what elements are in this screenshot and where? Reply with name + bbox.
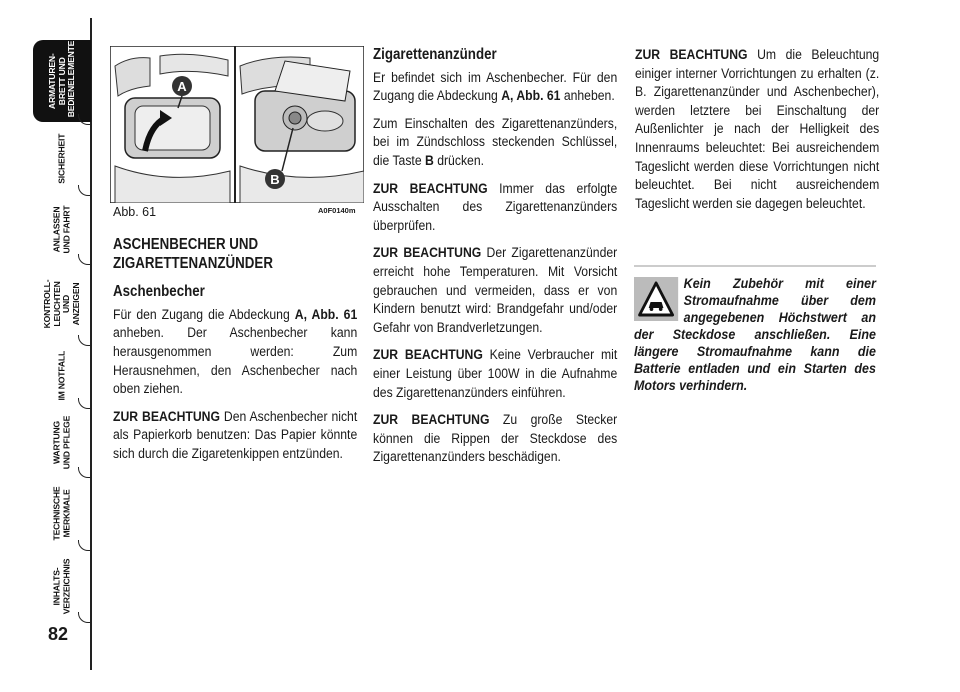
tab-divider [78, 612, 92, 623]
tab-anlassen[interactable] [33, 196, 91, 262]
note-paragraph: ZUR BEACHTUNG Keine Verbraucher mit einer Leistung über 100W in die Aufnahme des Zigarettenanzünders einführen. [373, 347, 618, 401]
tab-technische-merkmale[interactable] [33, 478, 91, 548]
svg-text:A: A [177, 79, 187, 94]
tab-label: INHALTS- VERZEICHNIS [51, 558, 71, 614]
tab-label: IM NOTFALL [56, 351, 67, 401]
tab-label: ANLASSEN UND FAHRT [51, 205, 71, 253]
column-1 [113, 236, 357, 473]
subheading: Aschenbecher [113, 283, 205, 301]
page-number: 82 [48, 624, 69, 644]
tab-label: KONTROLL- LEUCHTEN UND ANZEIGEN [42, 279, 81, 329]
tab-label: SICHERHEIT [56, 133, 67, 185]
tab-divider [78, 254, 92, 265]
tab-divider [78, 467, 92, 478]
paragraph: Für den Zugang die Abdeckung A, Abb. 61 anheben. Der Aschenbecher kann herausgenommen werden: Zum Herausnehmen, den Aschenbecher nach oben ziehen. [113, 306, 358, 398]
figure-label: Abb. 61 [113, 205, 157, 219]
ashtray-illustration [110, 46, 364, 203]
tab-divider [78, 398, 92, 409]
tab-divider [78, 335, 92, 346]
tab-wartung[interactable] [33, 409, 91, 475]
column-2 [373, 46, 617, 476]
note-paragraph: ZUR BEACHTUNG Der Zigarettenanzünder erreicht hohe Temperaturen. Mit Vorsicht gebrauchen und vermeiden, dass er von Kindern benutzt wird: Brandgefahr und/oder Gefahr von Brandverletzungen. [373, 245, 618, 336]
subheading: Zigarettenanzünder [373, 46, 497, 63]
column-3 [635, 46, 879, 222]
tab-divider [78, 185, 92, 196]
paragraph: Er befindet sich im Aschenbecher. Für den Zugang die Abdeckung A, Abb. 61 anheben. [373, 69, 618, 105]
figure-code: A0F0140m [318, 206, 356, 215]
tab-sicherheit[interactable] [33, 125, 91, 193]
tab-im-notfall[interactable] [33, 346, 91, 406]
tab-divider [78, 540, 92, 551]
car-battery-warning-icon [634, 277, 678, 321]
section-heading: ASCHENBECHER UND ZIGARETTENANZÜNDER [113, 236, 273, 272]
tab-armaturenbrett[interactable] [33, 40, 91, 122]
svg-text:B: B [270, 172, 280, 187]
tab-label: ARMATUREN- BRETT UND BEDIENELEMENTE [46, 40, 76, 117]
tab-kontrollleuchten[interactable] [33, 265, 91, 343]
tab-label: WARTUNG UND PFLEGE [51, 415, 71, 469]
note-paragraph: ZUR BEACHTUNG Immer das erfolgte Ausschalten des Zigarettenanzünders überprüfen. [373, 180, 618, 234]
warning-rule [634, 265, 876, 267]
note-paragraph: ZUR BEACHTUNG Um die Beleuchtung einiger interner Vorrichtungen zu erhalten (z. B. Zigarettenanzünder und Aschenbecher), werden letztere bei Einschaltung der Außenlichter je nach der Helligkeit des Innenraums beleuchtet: Bei ausreichendem Tageslicht werden diese Vorrichtungen nicht beleuchtet. Bei nicht ausreichendem Tageslicht werden sie dagegen beleuchtet. [635, 47, 880, 212]
tab-label: TECHNISCHE MERKMALE [51, 486, 71, 540]
warning-text: Kein Zubehör mit einer Stromaufnahme über dem angegebenen Höchstwert an der Steckdose anschließen. Eine längere Stromaufnahme kann die Batterie entladen und ein Starten des Motors verhindern. [634, 276, 876, 393]
tab-divider [78, 114, 92, 125]
paragraph: Zum Einschalten des Zigarettenanzünders, bei im Zündschloss steckenden Schlüssel, die Taste B drücken. [373, 115, 618, 169]
note-paragraph: ZUR BEACHTUNG Zu große Stecker können die Rippen der Steckdose des Zigarettenanzünders beschädigen. [373, 412, 618, 466]
note-paragraph: ZUR BEACHTUNG Den Aschenbecher nicht als Papierkorb benutzen: Das Papier könnte sich durch die Zigaretenkippen entzünden. [113, 408, 358, 462]
warning-box [634, 265, 876, 394]
tab-inhaltsverzeichnis[interactable] [33, 551, 91, 621]
